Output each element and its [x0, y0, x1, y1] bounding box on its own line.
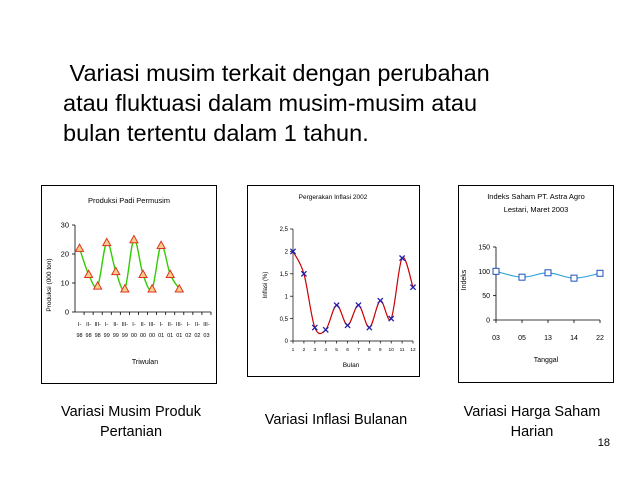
chart3-point — [493, 268, 499, 274]
chart1-ytick-label: 30 — [60, 220, 69, 230]
chart1-xtick-label: 02 — [194, 333, 201, 339]
chart1-xtick-label: III- — [94, 322, 101, 328]
chart1-xtick-label: I- — [132, 322, 136, 328]
caption-saham — [452, 402, 612, 442]
chart1-xtick-label: 01 — [167, 333, 174, 339]
chart2-xtick-label: 9 — [378, 348, 382, 353]
chart3-xtick-label: 14 — [570, 335, 578, 342]
chart2-ytick-label: 1 — [284, 294, 288, 301]
chart2-xtick-label: 10 — [388, 348, 394, 353]
slide-heading — [63, 58, 623, 148]
chart2-xtick-label: 1 — [291, 348, 295, 353]
chart3-xtick-label: 22 — [596, 335, 604, 342]
chart1-title: Produksi Padi Permusim — [87, 196, 171, 205]
chart1-xtick-label: II- — [194, 322, 200, 328]
chart1-xtick-label: II- — [86, 322, 92, 328]
chart3-ytick-label: 150 — [478, 244, 490, 252]
chart1-xtick-label: I- — [186, 322, 191, 328]
chart1-xtick-label: 00 — [149, 333, 156, 339]
chart1-xtick-label: I- — [77, 322, 82, 328]
chart-indeks-saham — [458, 185, 614, 383]
chart1-xtick-label: 99 — [112, 333, 119, 339]
heading-line-3: bulan tertentu dalam 1 tahun. — [63, 120, 369, 146]
chart3-point — [519, 274, 525, 280]
chart3-point — [571, 275, 577, 281]
chart1-xtick-label: 98 — [76, 333, 83, 339]
chart1-xtick-label: 01 — [176, 333, 183, 339]
caption-produksi — [36, 402, 226, 442]
chart2-ytick-label: 2,5 — [279, 227, 288, 234]
chart2-xtick-label: 7 — [357, 348, 360, 353]
caption-saham-text: Variasi Harga Saham Harian — [463, 404, 601, 440]
chart3-ylabel: Indeks — [461, 269, 468, 291]
chart3-ytick-label: 0 — [486, 317, 490, 325]
chart3-point — [597, 270, 603, 276]
chart3-ytick-label: 100 — [478, 268, 490, 276]
chart1-xtick-label: 99 — [121, 333, 128, 339]
page-number: 18 — [597, 437, 610, 449]
caption-produksi-text: Variasi Musim Produk Pertanian — [61, 404, 201, 440]
chart2-xtick-label: 6 — [346, 348, 349, 353]
chart1-xtick-label: 00 — [130, 333, 137, 339]
caption-inflasi-text: Variasi Inflasi Bulanan — [264, 412, 408, 428]
chart3-title-line: Indeks Saham PT. Astra Agro — [487, 192, 585, 201]
chart-produksi-padi — [41, 185, 217, 384]
chart1-xtick-label: III- — [176, 322, 183, 328]
chart1-ytick-label: 10 — [60, 278, 69, 288]
chart1-ylabel: Produksi (000 ton) — [46, 258, 53, 312]
chart2-ytick-label: 0,5 — [279, 316, 288, 323]
chart2-ylabel: Inflasi (%) — [263, 271, 269, 299]
chart1-xtick-label: I- — [159, 322, 163, 328]
chart1-xtick-label: 99 — [103, 333, 110, 339]
chart1-xtick-label: 03 — [203, 333, 210, 339]
chart3-point — [545, 270, 551, 276]
chart2-ytick-label: 1,5 — [279, 272, 288, 278]
chart2-xtick-label: 5 — [335, 348, 338, 353]
chart1-xtick-label: II- — [113, 322, 119, 328]
chart2-ytick-label: 2 — [284, 249, 288, 256]
chart1-xtick-label: 98 — [94, 333, 101, 339]
chart1-ytick-label: 0 — [64, 307, 69, 317]
chart3-title-line: Lestari, Maret 2003 — [503, 205, 569, 214]
chart1-xtick-label: III- — [148, 322, 156, 328]
chart2-xtick-label: 3 — [313, 348, 317, 353]
chart1-xlabel: Triwulan — [131, 359, 159, 366]
chart3-ytick-label: 50 — [482, 293, 490, 301]
chart2-ytick-label: 0 — [284, 339, 288, 346]
chart1-xtick-label: 02 — [185, 333, 192, 339]
chart1-xtick-label: II- — [140, 322, 146, 328]
heading-line-2: atau fluktuasi dalam musim-musim atau — [63, 90, 478, 116]
chart2-xtick-label: 4 — [324, 348, 328, 353]
chart3-xlabel: Tanggal — [533, 357, 559, 364]
chart3-xtick-label: 05 — [518, 335, 526, 342]
chart2-xlabel: Bulan — [342, 362, 360, 369]
chart1-xtick-label: III- — [121, 322, 129, 328]
chart1-xtick-label: II- — [167, 322, 173, 328]
chart2-xtick-label: 12 — [410, 348, 416, 353]
chart2-xtick-label: 11 — [399, 348, 405, 353]
chart2-title: Pergerakan Inflasi 2002 — [298, 194, 368, 201]
chart1-ytick-label: 20 — [60, 249, 69, 259]
chart1-xtick-label: 00 — [139, 333, 147, 339]
chart3-xtick-label: 03 — [492, 335, 500, 342]
heading-line-1: Variasi musim terkait dengan perubahan — [63, 60, 490, 86]
chart1-xtick-label: I- — [105, 322, 109, 328]
chart1-xtick-label: 98 — [85, 333, 92, 339]
chart2-xtick-label: 2 — [302, 348, 306, 353]
chart1-xtick-label: 01 — [158, 333, 165, 339]
chart2-xtick-label: 8 — [368, 348, 371, 353]
chart-inflasi — [247, 185, 420, 377]
caption-inflasi — [246, 410, 426, 430]
chart3-xtick-label: 13 — [544, 335, 552, 342]
chart1-xtick-label: III- — [203, 322, 210, 328]
